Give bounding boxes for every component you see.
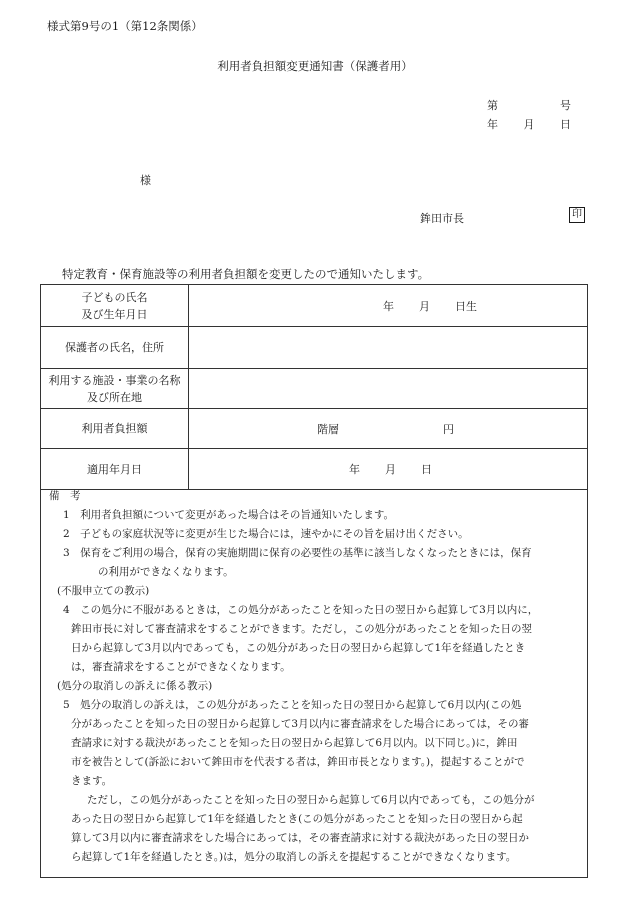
note-line-14: 市を被告として(訴訟において鉾田市を代表する者は，鉾田市長となります。)，提起することがで xyxy=(71,756,525,768)
issue-month: 月 xyxy=(523,118,535,131)
table-row-guardian xyxy=(41,327,587,369)
notes-heading: 備 考 xyxy=(49,490,81,502)
effective-date-label-text: 適用年月日 xyxy=(87,462,142,476)
note-line-7: 鉾田市長に対して審査請求をすることができます。ただし，この処分があったことを知った日の翌 xyxy=(71,623,533,635)
fee-value xyxy=(189,409,587,448)
note-line-10: (処分の取消しの訴えに係る教示) xyxy=(57,680,213,692)
note-line-3: 3 保育をご利用の場合，保育の実施期間に保育の必要性の基準に該当しなくなったときには，保育 xyxy=(63,547,532,559)
facility-value xyxy=(189,369,587,408)
document-title: 利用者負担額変更通知書（保護者用） xyxy=(217,59,413,73)
number-prefix: 第 xyxy=(487,99,498,112)
note-line-13: 査請求に対する裁決があったことを知った日の翌日から起算して6月以内。以下同じ。)に，鉾田 xyxy=(71,737,518,749)
recipient-suffix: 様 xyxy=(140,174,151,187)
document-number xyxy=(487,97,571,113)
table-row-effective-date xyxy=(41,449,587,489)
number-suffix: 号 xyxy=(560,99,571,112)
guardian-label xyxy=(41,327,189,368)
child-birth-month: 月 xyxy=(419,299,430,313)
effective-date-label xyxy=(41,449,189,489)
note-line-9: は，審査請求をすることができなくなります。 xyxy=(71,661,291,673)
effective-date-value xyxy=(189,449,587,489)
note-line-17: あった日の翌日から起算して1年を経過したとき(この処分があったことを知った日の翌日から起 xyxy=(71,813,523,825)
note-line-16: ただし，この処分があったことを知った日の翌日から起算して6月以内であっても，この処分が xyxy=(87,794,535,806)
issue-day: 日 xyxy=(560,118,571,131)
child-label xyxy=(41,285,189,326)
note-line-8: 日から起算して3月以内であっても，この処分があった日の翌日から起算して1年を経過したとき xyxy=(71,642,526,654)
fee-yen: 円 xyxy=(443,422,454,436)
note-line-12: 分があったことを知った日の翌日から起算して3月以内に審査請求をした場合にあっては，その審 xyxy=(71,718,529,730)
facility-label-line-2: 及び所在地 xyxy=(87,390,142,404)
issue-date xyxy=(487,116,571,132)
facility-label-line-1: 利用する施設・事業の名称 xyxy=(48,373,181,387)
guardian-value xyxy=(189,327,587,368)
child-value xyxy=(189,285,587,326)
info-table xyxy=(40,284,588,490)
fee-tier: 階層 xyxy=(317,422,339,436)
form-number: 様式第9号の1（第12条関係） xyxy=(47,19,203,33)
note-line-11: 5 処分の取消しの訴えは，この処分があったことを知った日の翌日から起算して6月以内(この処 xyxy=(63,699,522,711)
fee-label xyxy=(41,409,189,448)
note-line-6: 4 この処分に不服があるときは，この処分があったことを知った日の翌日から起算して3月以内に， xyxy=(63,604,539,616)
note-line-18: 算して3月以内に審査請求をした場合にあっては，その審査請求に対する裁決があった日の翌日か xyxy=(71,832,529,844)
table-row-fee xyxy=(41,409,587,449)
effective-year: 年 xyxy=(349,463,360,476)
table-row-facility xyxy=(41,369,587,409)
note-line-19: ら起算して1年を経過したとき。)は，処分の取消しの訴えを提起することができなくなります。 xyxy=(71,851,517,863)
seal-mark: 印 xyxy=(569,207,585,223)
guardian-label-text: 保護者の氏名，住所 xyxy=(65,341,164,354)
child-birth-day: 日生 xyxy=(455,299,477,313)
note-line-15: きます。 xyxy=(71,775,113,787)
fee-label-text: 利用者負担額 xyxy=(81,422,148,435)
note-line-2: 2 子どもの家庭状況等に変更が生じた場合には，速やかにその旨を届け出ください。 xyxy=(63,528,469,540)
notes-section xyxy=(40,488,588,878)
intro-text: 特定教育・保育施設等の利用者負担額を変更したので通知いたします。 xyxy=(62,267,430,281)
child-birth-year: 年 xyxy=(383,299,394,313)
issuer-name: 鉾田市長 xyxy=(420,212,464,225)
facility-label xyxy=(41,369,189,408)
child-label-line-2: 及び生年月日 xyxy=(81,307,148,321)
child-label-line-1: 子どもの氏名 xyxy=(81,290,148,304)
note-line-1: 1 利用者負担額について変更があった場合はその旨通知いたします。 xyxy=(63,509,395,521)
table-row-child xyxy=(41,285,587,327)
note-line-5: (不服申立ての教示) xyxy=(57,585,150,597)
effective-month: 月 xyxy=(385,463,396,476)
effective-day: 日 xyxy=(421,463,432,476)
note-line-4: の利用ができなくなります。 xyxy=(98,566,234,578)
issue-year: 年 xyxy=(487,118,498,131)
